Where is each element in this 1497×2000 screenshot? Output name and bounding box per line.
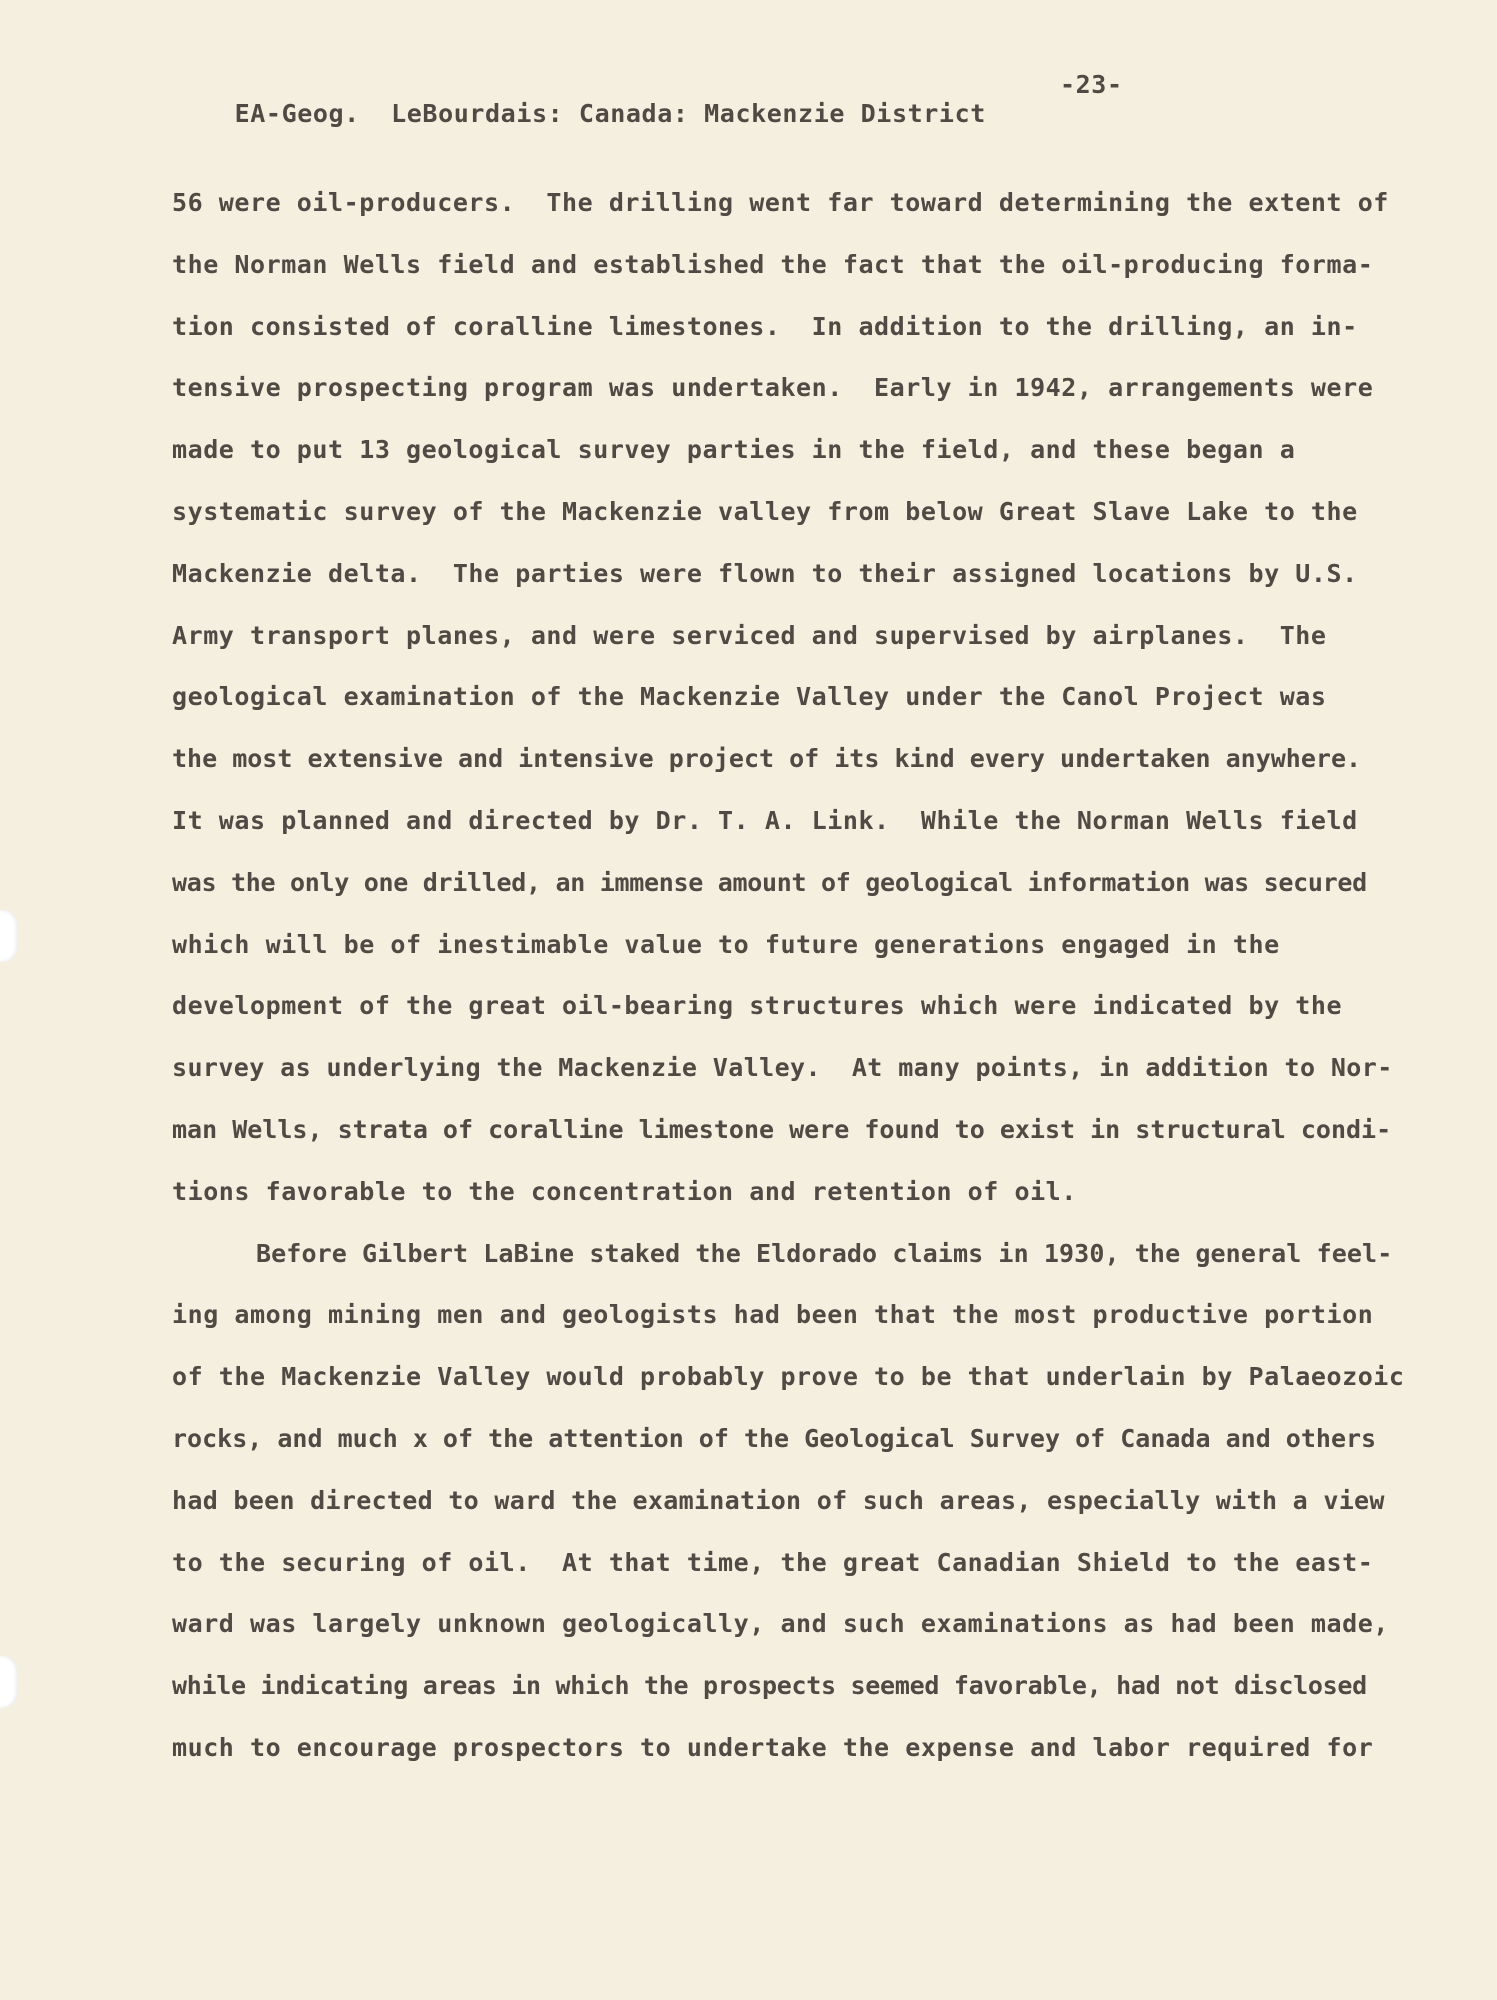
text-line: systematic survey of the Mackenzie valley from below Great Slave Lake to the bbox=[172, 496, 1358, 526]
text-line: had been directed to ward the examination of such areas, especially with a view bbox=[172, 1485, 1385, 1515]
page-number: -23- bbox=[1060, 70, 1123, 99]
punch-hole-top bbox=[0, 910, 18, 962]
text-line: was the only one drilled, an immense amount of geological information was secured bbox=[172, 867, 1367, 897]
text-line: survey as underlying the Mackenzie Valley. At many points, in addition to Nor- bbox=[172, 1053, 1393, 1083]
text-line: development of the great oil-bearing structures which were indicated by the bbox=[172, 991, 1343, 1021]
text-line: geological examination of the Mackenzie Valley under the Canol Project was bbox=[172, 682, 1327, 712]
text-line: ing among mining men and geologists had been that the most productive portion bbox=[172, 1300, 1374, 1330]
text-line: of the Mackenzie Valley would probably prove to be that underlain by Palaeozoic bbox=[172, 1362, 1405, 1392]
text-line: the most extensive and intensive project of its kind every undertaken anywhere. bbox=[172, 744, 1362, 774]
text-line: It was planned and directed by Dr. T. A. Link. While the Norman Wells field bbox=[172, 805, 1358, 835]
text-line: which will be of inestimable value to future generations engaged in the bbox=[172, 929, 1280, 959]
text-line: rocks, and much x of the attention of the Geological Survey of Canada and others bbox=[172, 1423, 1377, 1453]
text-line: ward was largely unknown geologically, and such examinations as had been made, bbox=[172, 1609, 1389, 1639]
text-line: tions favorable to the concentration and retention of oil. bbox=[172, 1176, 1077, 1206]
text-line: while indicating areas in which the prospects seemed favorable, had not disclosed bbox=[172, 1671, 1367, 1701]
page-header bbox=[172, 70, 1172, 128]
running-head: EA-Geog. LeBourdais: Canada: Mackenzie District bbox=[234, 99, 986, 128]
text-line: made to put 13 geological survey parties in the field, and these began a bbox=[172, 435, 1296, 465]
punch-hole-bottom bbox=[0, 1656, 18, 1708]
paragraph-first-line: Before Gilbert LaBine staked the Eldorado claims in 1930, the general feel- bbox=[256, 1238, 1393, 1268]
text-line: much to encourage prospectors to undertake the expense and labor required for bbox=[172, 1732, 1374, 1762]
text-line: man Wells, strata of coralline limestone were found to exist in structural condi- bbox=[172, 1114, 1392, 1144]
body-text bbox=[172, 185, 1422, 1792]
text-line: Army transport planes, and were serviced and supervised by airplanes. The bbox=[172, 620, 1327, 650]
text-line: tion consisted of coralline limestones. In addition to the drilling, an in- bbox=[172, 311, 1358, 341]
text-line: tensive prospecting program was undertaken. Early in 1942, arrangements were bbox=[172, 373, 1374, 403]
text-line: to the securing of oil. At that time, the great Canadian Shield to the east- bbox=[172, 1547, 1374, 1577]
text-line: Mackenzie delta. The parties were flown to their assigned locations by U.S. bbox=[172, 558, 1358, 588]
text-line: 56 were oil-producers. The drilling went far toward determining the extent of bbox=[172, 188, 1389, 217]
text-line: the Norman Wells field and established the fact that the oil-producing forma- bbox=[172, 249, 1374, 279]
